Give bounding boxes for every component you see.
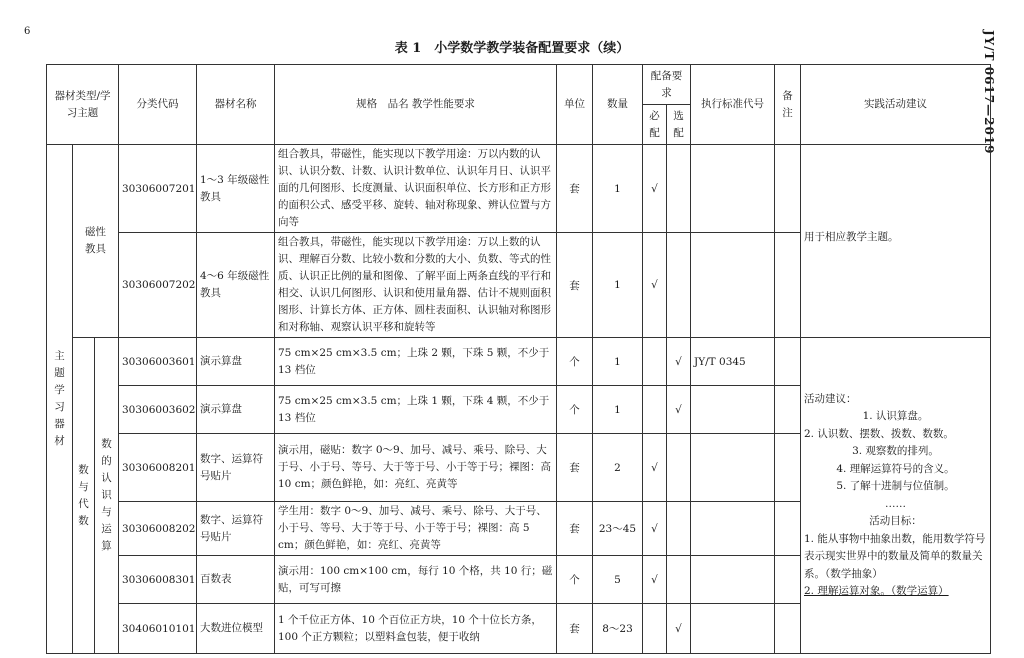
row-unit: 套: [557, 502, 593, 556]
header-qty: 数量: [593, 65, 643, 145]
activity-item: 3. 观察数的排列。: [852, 445, 939, 457]
row-optional: [667, 145, 691, 233]
row-qty: 1: [593, 386, 643, 434]
row-standard: JY/T 0345: [691, 338, 775, 386]
row-remark: [775, 434, 801, 502]
header-spec: 规格 品名 教学性能要求: [275, 65, 557, 145]
row-name: 演示算盘: [197, 386, 275, 434]
row-optional: [667, 502, 691, 556]
row-qty: 5: [593, 556, 643, 604]
row-required: [643, 338, 667, 386]
row-name: 1～3 年级磁性教具: [197, 145, 275, 233]
activity-item: 4. 理解运算符号的含义。: [836, 462, 955, 475]
row-code: 30406010101: [119, 604, 197, 654]
row-spec: 演示用，磁贴：数字 0～9、加号、减号、乘号、除号、大于号、小于号、等号、大于等于号、小于等于号；裸图：高 10 cm；颜色鲜艳，如：亮红、亮黄等: [275, 434, 557, 502]
row-code: 30306007202: [119, 233, 197, 338]
row-qty: 1: [593, 233, 643, 338]
row-spec: 组合教具，带磁性，能实现以下教学用途：万以内数的认识、认识分数、计数、认识计数单位、认识年月日、认识平面的几何图形、长度测量、认识面积单位、长方形和正方形的面积公式、感受平移、旋转、轴对称现象、辨认位置与方向等: [275, 145, 557, 233]
activity-item: 5. 了解十进制与位值制。: [836, 480, 955, 492]
row-remark: [775, 502, 801, 556]
row-name: 数字、运算符号贴片: [197, 434, 275, 502]
page-number: 6: [24, 26, 31, 37]
row-standard: [691, 145, 775, 233]
row-qty: 1: [593, 145, 643, 233]
row-code: 30306008201: [119, 434, 197, 502]
row-standard: [691, 556, 775, 604]
row-code: 30306007201: [119, 145, 197, 233]
table-row: [47, 338, 991, 386]
row-unit: 个: [557, 386, 593, 434]
activity-item: 2. 认识数、摆数、拨数、数数。: [804, 427, 954, 440]
row-qty: 2: [593, 434, 643, 502]
row-name: 数字、运算符号贴片: [197, 502, 275, 556]
equipment-table: [46, 64, 991, 654]
row-standard: [691, 434, 775, 502]
goal-title: 活动目标：: [869, 515, 922, 527]
row-required: √: [643, 434, 667, 502]
row-required: √: [643, 556, 667, 604]
header-optional: 选配: [667, 105, 691, 145]
row-spec: 组合教具，带磁性，能实现以下教学用途：万以上数的认识、理解百分数、比较小数和分数的大小、负数、等式的性质、认识正比例的量和图像、了解平面上两条直线的平行和相交、认识几何图形、认识和使用量角器、估计不规则面积图形、计算长方体、正方体、圆柱表面积、认识轴对称图形和对称轴、观察认识平移和旋转等: [275, 233, 557, 338]
row-name: 演示算盘: [197, 338, 275, 386]
row-optional: √: [667, 386, 691, 434]
row-remark: [775, 338, 801, 386]
row-unit: 套: [557, 145, 593, 233]
row-name: 大数进位模型: [197, 604, 275, 654]
row-standard: [691, 386, 775, 434]
row-unit: 套: [557, 233, 593, 338]
row-optional: √: [667, 604, 691, 654]
row-name: 百数表: [197, 556, 275, 604]
row-optional: [667, 434, 691, 502]
group-magnetic: 磁性教具: [73, 145, 119, 338]
header-code: 分类代码: [119, 65, 197, 145]
practice-magnetic: 用于相应教学主题。: [801, 145, 991, 338]
row-remark: [775, 233, 801, 338]
row-standard: [691, 502, 775, 556]
row-spec: 75 cm×25 cm×3.5 cm；上珠 1 颗，下珠 4 颗，不少于 13 档位: [275, 386, 557, 434]
activity-title: 活动建议：: [804, 392, 857, 405]
row-standard: [691, 604, 775, 654]
group-num-alg: 数与代数: [73, 338, 95, 654]
table-row: [47, 145, 991, 233]
row-optional: [667, 233, 691, 338]
standard-code: JY/T 0617—2019: [982, 30, 996, 155]
row-required: √: [643, 233, 667, 338]
row-required: √: [643, 145, 667, 233]
table-title: 表 1 小学数学教学装备配置要求（续）: [394, 41, 630, 56]
row-optional: [667, 556, 691, 604]
row-remark: [775, 604, 801, 654]
row-remark: [775, 556, 801, 604]
row-unit: 套: [557, 604, 593, 654]
activity-item: ……: [885, 497, 906, 510]
row-required: √: [643, 502, 667, 556]
row-required: [643, 604, 667, 654]
row-optional: √: [667, 338, 691, 386]
header-practice: 实践活动建议: [801, 65, 991, 145]
row-unit: 套: [557, 434, 593, 502]
row-code: 30306003602: [119, 386, 197, 434]
header-unit: 单位: [557, 65, 593, 145]
row-qty: 23～45: [593, 502, 643, 556]
header-standard: 执行标准代号: [691, 65, 775, 145]
row-qty: 8～23: [593, 604, 643, 654]
header-category: 器材类型/学习主题: [47, 65, 119, 145]
header-row: [47, 65, 991, 105]
row-code: 30306008202: [119, 502, 197, 556]
row-remark: [775, 386, 801, 434]
row-required: [643, 386, 667, 434]
goal-item: 1. 能从事物中抽象出数，能用数学符号表示现实世界中的数量及简单的数量关系。（数学抽象）: [804, 532, 986, 580]
row-spec: 1 个千位正方体、10 个百位正方块，10 个十位长方条，100 个正方颗粒；以塑料盒包装，便于收纳: [275, 604, 557, 654]
row-remark: [775, 145, 801, 233]
header-config: 配备要求: [643, 65, 691, 105]
activity-item: 1. 认识算盘。: [862, 410, 929, 422]
row-unit: 个: [557, 556, 593, 604]
goal-item: 2. 理解运算对象。（数学运算）: [804, 585, 949, 597]
row-spec: 75 cm×25 cm×3.5 cm；上珠 2 颗，下珠 5 颗，不少于 13 档位: [275, 338, 557, 386]
header-remark: 备注: [775, 65, 801, 145]
group-num-sub: 数的认识与运算: [95, 338, 119, 654]
row-qty: 1: [593, 338, 643, 386]
row-unit: 个: [557, 338, 593, 386]
practice-notes: [801, 338, 991, 654]
header-required: 必配: [643, 105, 667, 145]
header-name: 器材名称: [197, 65, 275, 145]
row-standard: [691, 233, 775, 338]
row-spec: 学生用：数字 0～9、加号、减号、乘号、除号、大于号、小于号、等号、大于等于号、小于等于号；裸图：高 5 cm；颜色鲜艳，如：亮红、亮黄等: [275, 502, 557, 556]
row-spec: 演示用：100 cm×100 cm，每行 10 个格，共 10 行；磁贴，可写可擦: [275, 556, 557, 604]
row-name: 4～6 年级磁性教具: [197, 233, 275, 338]
row-code: 30306003601: [119, 338, 197, 386]
row-code: 30306008301: [119, 556, 197, 604]
group-main: 主题学习器材: [47, 145, 73, 654]
